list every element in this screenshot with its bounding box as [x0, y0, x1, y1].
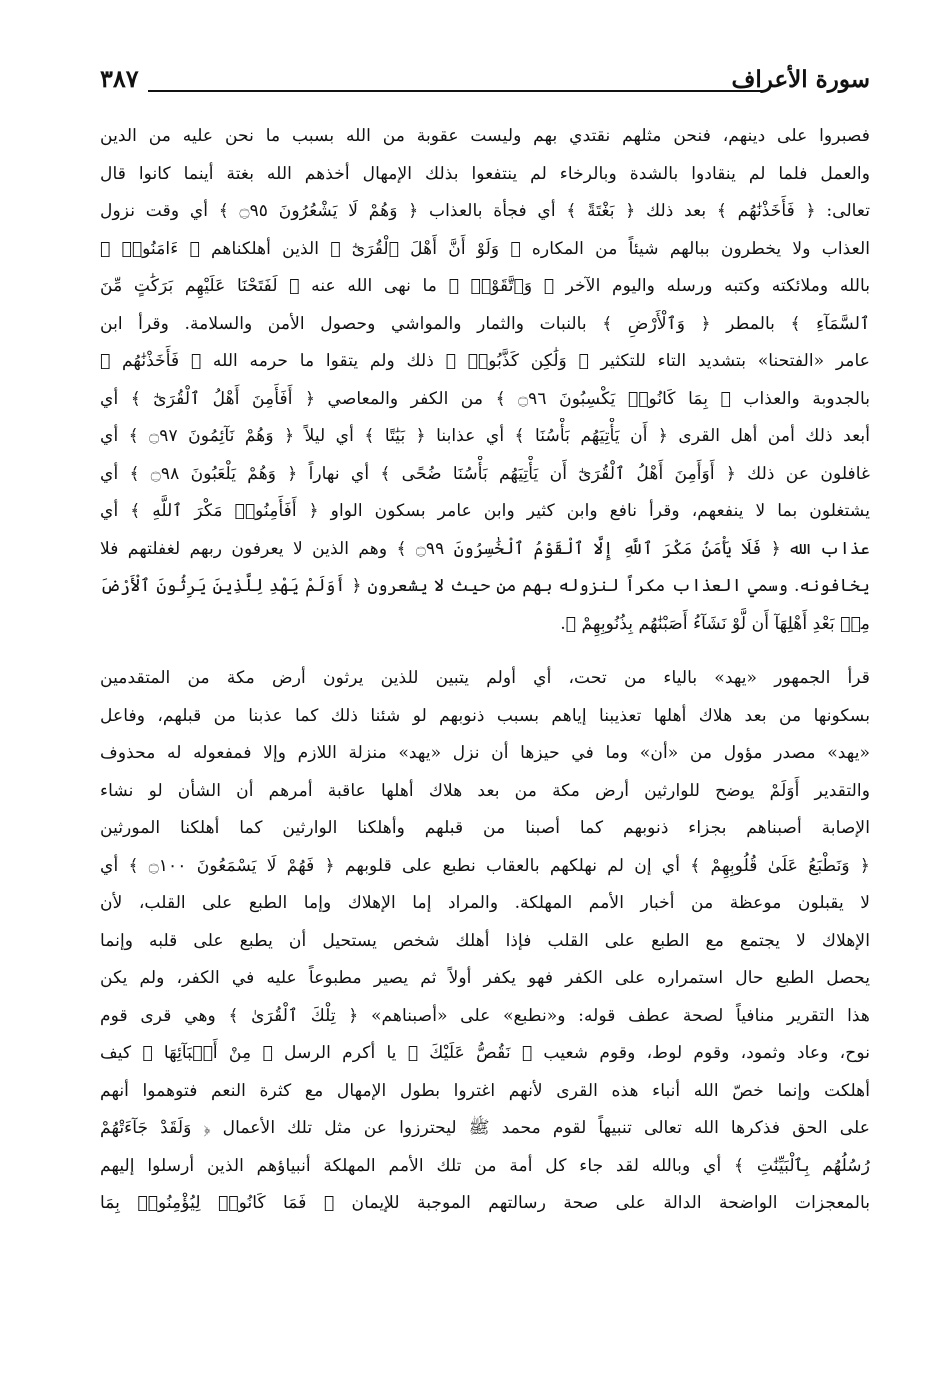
text-line: أبعد ذلك أمن أهل القرى ﴿ أَن يَأْتِيَهُم بَأْسُنَا ﴾ أي عذابنا ﴿ بَيَٰتًا ﴾ أي ليلاً ﴿ وَهُمْ نَآئِمُونَ ۝٩٧ ﴾ أي — [100, 426, 870, 446]
page-number: ٣٨٧ — [100, 64, 139, 93]
text-line: فصبروا على دينهم، فنحن مثلهم نقتدي بهم وليست عقوبة من الله بسبب ما نحن عليه من الدين — [100, 126, 870, 146]
text-line: بالمعجزات الواضحة الدالة على صحة رسالتهم الموجبة للإيمان ﴿ فَمَا كَانُوا۟ لِيُؤْمِنُوا۟ بِمَا — [100, 1193, 870, 1213]
text-line: بسكونها من بعد هلاك أهلها تعذيبنا إياهم بسبب ذنوبهم لو شئنا ذلك كما عذبنا من قبلهم، وفاعل — [100, 705, 870, 726]
text-line: «يهد» مصدر مؤول من «أن» وما في حيزها أن نزل «يهد» منزلة اللازم وإلا فمفعوله له محذوف — [100, 743, 870, 763]
text-line: يخافونه. وسمي العذاب مكراً لنزوله بهم من حيث لا يشعرون ﴿ أَوَلَمْ يَهْدِ لِلَّذِينَ يَرِثُونَ ٱلْأَرْضَ — [100, 576, 870, 596]
text-line: والعمل فلما لم ينقادوا بالشدة وبالرخاء لم ينتفعوا بذلك الإمهال أخذهم الله بغتة أينما كانوا قال — [100, 163, 870, 184]
paragraph-2 — [100, 660, 870, 1223]
tafsir-text — [100, 118, 870, 1223]
page-header — [100, 62, 870, 102]
paragraph-1 — [100, 118, 870, 643]
text-line: والتقدير أَوَلَمْ يوضح للوارثين أرض مكة من بعد هلاك أهلها عاقبة أمرهم أن الشأن لو نشاء — [100, 780, 870, 801]
text-line: ﴿ وَنَطْبَعُ عَلَىٰ قُلُوبِهِمْ ﴾ أي إن لم نهلكهم بالعقاب نطبع على قلوبهم ﴿ فَهُمْ لَا يَسْمَعُونَ ۝١٠٠ ﴾ أي — [100, 855, 870, 876]
text-line: مِنۢ بَعْدِ أَهْلِهَآ أَن لَّوْ نَشَآءُ أَصَبْنَٰهُم بِذُنُوبِهِمْ ﴾. — [560, 613, 870, 634]
text-line: على الحق فذكرها الله تعالى تنبيهاً لقوم محمد ﷺ ليحترزوا عن مثل تلك الأعمال ﴿ وَلَقَدْ جَآءَتْهُمْ — [100, 1118, 870, 1138]
text-line: أهلكت وإنما خصّ الله أنباء هذه القرى لأنهم اغتروا بطول الإمهال مع كثرة النعم فتوهموا أنهم — [100, 1080, 870, 1101]
text-line: رُسُلُهُم بِٱلْبَيِّنَٰتِ ﴾ أي وبالله لقد جاء كل أمة من تلك الأمم المهلكة أنبياؤهم الذين أرسلوا إليهم — [100, 1155, 870, 1176]
text-line: الإصابة أصبناهم بجزاء ذنوبهم كما أصبنا من قبلهم وأهلكنا الوارثين كما أهلكنا المورثين — [100, 818, 870, 838]
text-line: يشتغلون بما لا ينفعهم، وقرأ نافع وابن كثير وابن عامر بسكون الواو ﴿ أَفَأَمِنُوا۟ مَكْرَ ٱللَّهِ ﴾ أي — [100, 501, 870, 521]
text-line: لا يقبلون موعظة من أخبار الأمم المهلكة. والمراد إما الإهلاك وإما الطبع على القلب، لأن — [100, 893, 870, 913]
text-line: هذا التقرير منافياً لصحة عطف قوله: و«نطبع» على «أصبناهم» ﴿ تِلْكَ ٱلْقُرَىٰ ﴾ وهي قرى قوم — [100, 1005, 870, 1026]
text-line: بالله وملائكته وكتبه ورسله واليوم الآخر ﴿ وَٱتَّقَوْا۟ ﴾ ما نهى الله عنه ﴿ لَفَتَحْنَا عَلَيْهِم بَرَكَٰتٍ مِّنَ — [100, 276, 870, 296]
header-rule — [148, 90, 762, 92]
text-line: عامر «الفتحنا» بتشديد التاء للتكثير ﴿ وَلَٰكِن كَذَّبُوا۟ ﴾ ذلك ولم يتقوا ما حرمه الله ﴿ فَأَخَذْنَٰهُم ﴾ — [100, 351, 870, 371]
text-line: يحصل الطبع حال استمراره على الكفر فهو يكفر أولاً ثم يصير مطبوعاً عليه في الكفر، ولم يكن — [100, 968, 870, 988]
surah-title: سورة الأعراف — [731, 66, 870, 93]
text-line: الإهلاك لا يجتمع مع الطبع على القلب فإذا أهلك شخص يستحيل أن يطبع على قلبه وإنما — [100, 930, 870, 951]
text-line: عذاب الله ﴿ فَلَا يَأْمَنُ مَكْرَ ٱللَّهِ إِلَّا ٱلْقَوْمُ ٱلْخَٰسِرُونَ ۝٩٩ ﴾ وهم الذين لا يعرفون ربهم لغفلتهم فلا — [100, 538, 870, 559]
text-line: غافلون عن ذلك ﴿ أَوَأَمِنَ أَهْلُ ٱلْقُرَىٰٓ أَن يَأْتِيَهُم بَأْسُنَا ضُحًى ﴾ أي نهاراً ﴿ وَهُمْ يَلْعَبُونَ ۝٩٨ ﴾ أي — [100, 463, 870, 484]
text-line: قرأ الجمهور «يهد» بالياء من تحت، أي أولم يتبين للذين يرثون أرض مكة من المتقدمين — [100, 668, 870, 688]
text-line: ٱلسَّمَآءِ ﴾ بالمطر ﴿ وَٱلْأَرْضِ ﴾ بالنبات والثمار والمواشي وحصول الأمن والسلامة. وقرأ ابن — [100, 313, 870, 334]
text-line: العذاب ولا يخطرون ببالهم شيئاً من المكاره ﴿ وَلَوْ أَنَّ أَهْلَ ٱلْقُرَىٰٓ ﴾ الذين أهلكناهم ﴿ ءَامَنُوا۟ ﴾ — [100, 238, 870, 259]
text-line: بالجدوبة والعذاب ﴿ بِمَا كَانُوا۟ يَكْسِبُونَ ۝٩٦ ﴾ من الكفر والمعاصي ﴿ أَفَأَمِنَ أَهْلُ ٱلْقُرَىٰٓ ﴾ أي — [100, 388, 870, 409]
text-line: تعالى: ﴿ فَأَخَذْنَٰهُم ﴾ بعد ذلك ﴿ بَغْتَةً ﴾ أي فجأة بالعذاب ﴿ وَهُمْ لَا يَشْعُرُونَ ۝٩٥ ﴾ أي وقت نزول — [100, 201, 870, 221]
text-line: نوح، وعاد وثمود، وقوم لوط، وقوم شعيب ﴿ نَقُصُّ عَلَيْكَ ﴾ يا أكرم الرسل ﴿ مِنْ أَنۢبَآئِهَا ﴾ كيف — [100, 1043, 870, 1063]
